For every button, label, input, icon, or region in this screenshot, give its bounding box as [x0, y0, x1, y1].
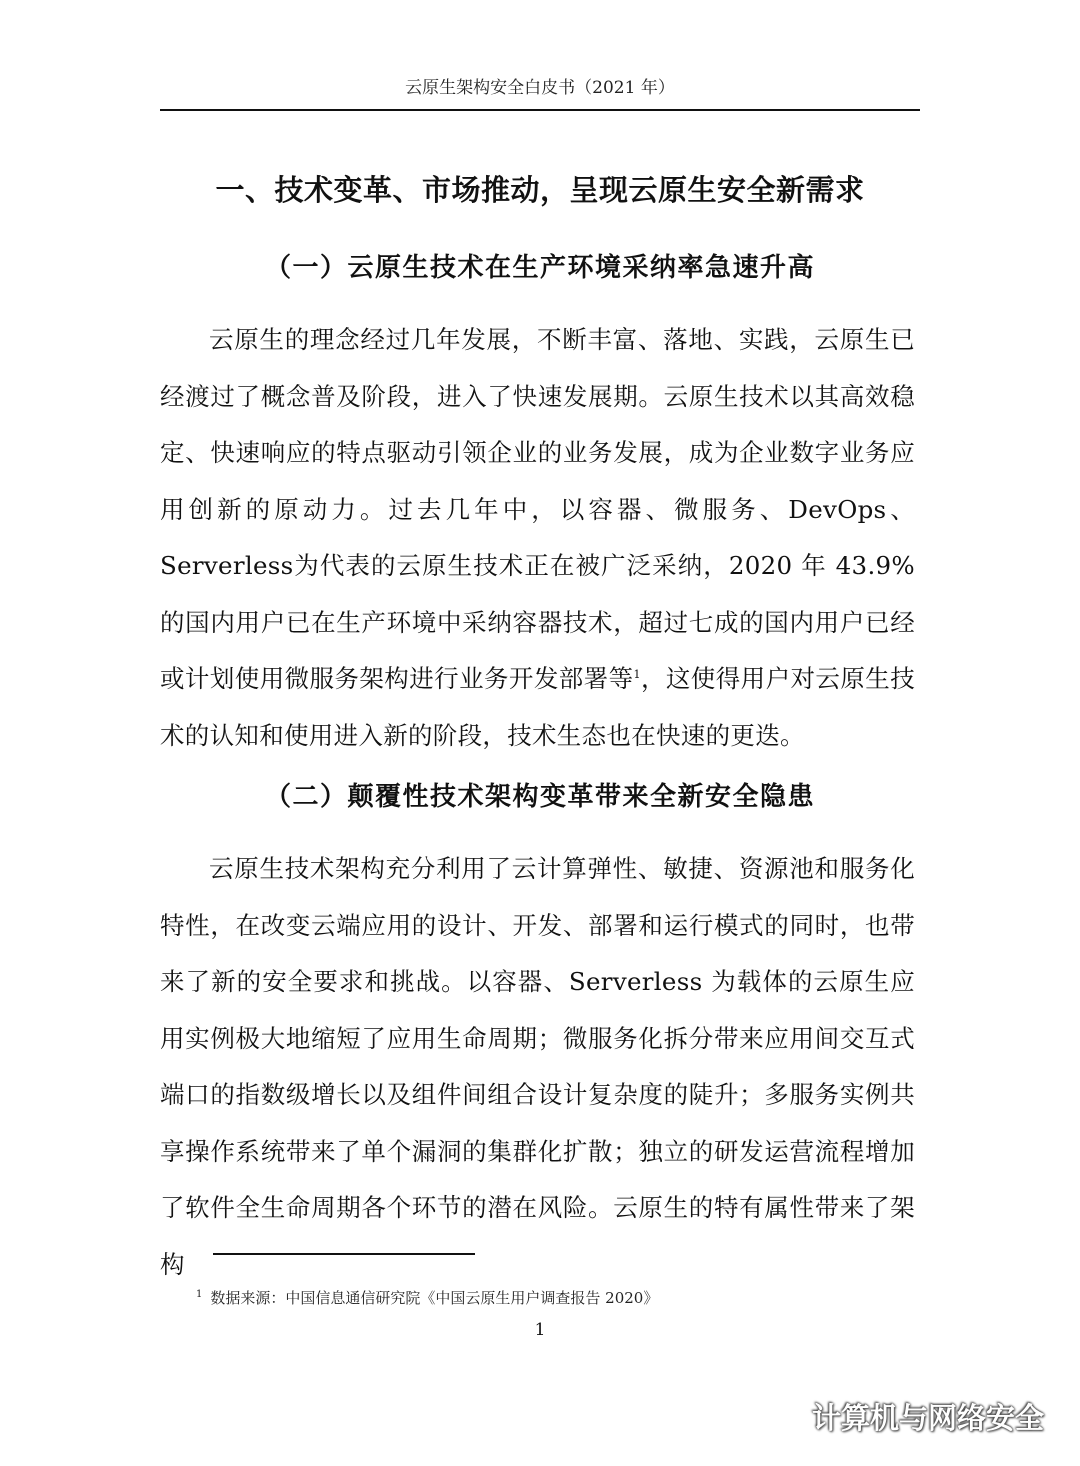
- footnote-text: 数据来源：中国信息通信研究院《中国云原生用户调查报告 2020》: [210, 1289, 659, 1307]
- footnote-reference[interactable]: 1: [633, 667, 641, 681]
- header-divider: [160, 109, 920, 111]
- page-header: 云原生架构安全白皮书（2021 年）: [405, 78, 675, 98]
- body-paragraph-2: 云原生技术架构充分利用了云计算弹性、敏捷、资源池和服务化特性，在改变云端应用的设计、开发、部署和运行模式的同时，也带来了新的安全要求和挑战。以容器、Serverless 为载体的云原生应用实例极大地缩短了应用生命周期；微服务化拆分带来应用间交互式端口的指数级增长以及组件间组合设计复杂度的陡升；多服务实例共享操作系统带来了单个漏洞的集群化扩散；独立的研发运营流程增加了软件全生命周期各个环节的潜在风险。云原生的特有属性带来了架构: [160, 854, 915, 1279]
- footnote: [196, 1284, 658, 1309]
- section-title: 一、技术变革、市场推动，呈现云原生安全新需求: [215, 173, 865, 207]
- paragraph-1-text: 云原生的理念经过几年发展，不断丰富、落地、实践，云原生已经渡过了概念普及阶段，进入了快速发展期。云原生技术以其高效稳定、快速响应的特点驱动引领企业的业务发展，成为企业数字业务应用创新的原动力。过去几年中，以容器、微服务、DevOps、Serverless为代表的云原生技术正在被广泛采纳，2020 年 43.9%的国内用户已在生产环境中采纳容器技术，超过七成的国内用户已经或计划使用微服务架构进行业务开发部署等: [160, 325, 915, 693]
- subsection-title-1: （一）云原生技术在生产环境采纳率急速升高: [264, 253, 815, 283]
- subsection-title-2: （二）颠覆性技术架构变革带来全新安全隐患: [264, 782, 815, 812]
- footnote-divider: [213, 1253, 475, 1255]
- footnote-mark: 1: [196, 1289, 203, 1300]
- page-number: 1: [534, 1320, 546, 1340]
- body-paragraph-1: [160, 312, 915, 764]
- watermark-text: 计算机与网络安全: [811, 1401, 1044, 1435]
- paragraph-1-text-continued: ，这使得用户对云原生技术的认知和使用进入新的阶段，技术生态也在快速的更迭。: [160, 664, 915, 750]
- watermark: [764, 1396, 1044, 1437]
- wechat-icon: [764, 1400, 804, 1434]
